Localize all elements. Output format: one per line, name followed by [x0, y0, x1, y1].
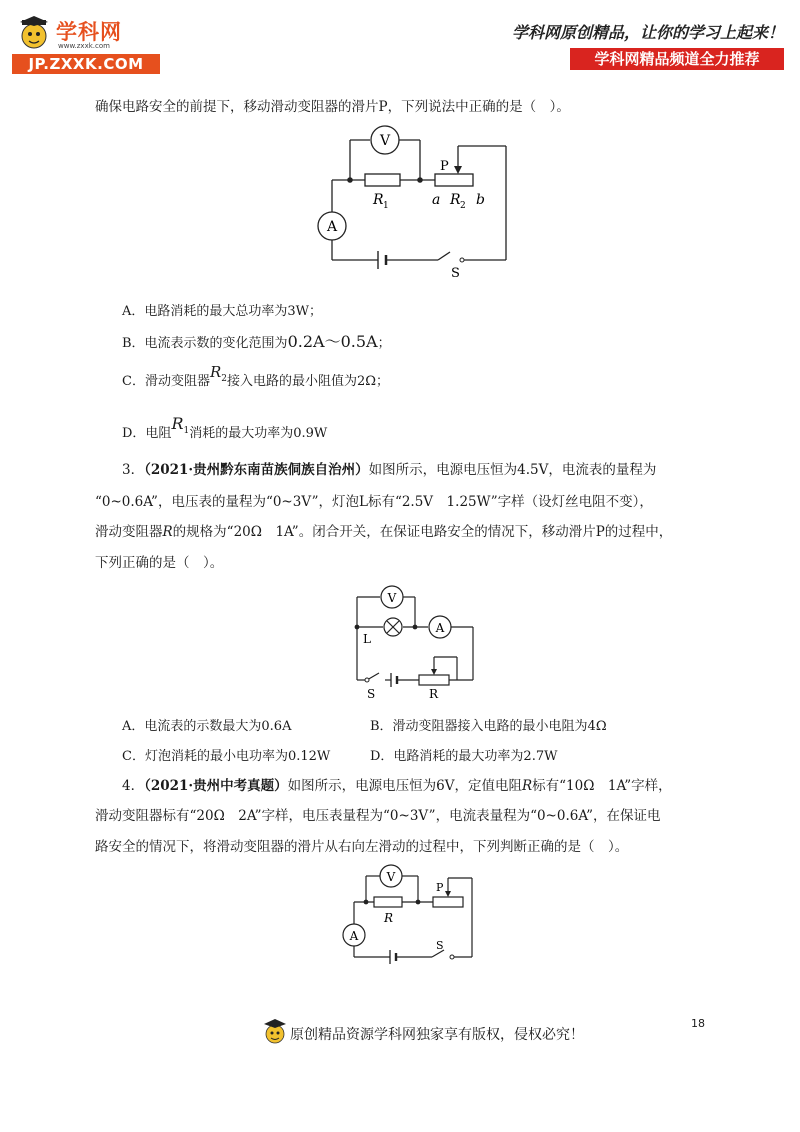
q3-line-4: 下列正确的是（ ）。 — [95, 555, 224, 571]
q4-ammeter-label: A — [349, 929, 359, 943]
q4-source: （2021·贵州中考真题） — [144, 778, 288, 794]
q4-line-1 — [122, 776, 672, 796]
q2-option-c-math: R — [209, 363, 222, 381]
q3-line-3-r: R — [162, 524, 173, 540]
q2-option-d — [122, 414, 328, 445]
q2-option-d-sub: 1 — [183, 426, 190, 436]
q3-line-1 — [122, 460, 656, 480]
q2-option-c — [122, 363, 390, 393]
q3-line-2: “0~0.6A”，电压表的量程为“0~3V”，灯泡L标有“2.5V 1.25W”字样（设灯丝电阻不变）， — [95, 494, 653, 510]
q2-circuit-diagram — [310, 120, 530, 280]
q2-r1-sub: 1 — [383, 201, 389, 211]
q2-option-a: A．电路消耗的最大总功率为3W； — [122, 304, 323, 319]
q4-line-1-pre: 如图所示，电源电压恒为6V，定值电阻 — [287, 778, 522, 794]
q3-source: （2021·贵州黔东南苗族侗族自治州） — [144, 462, 369, 478]
q2-option-c-pre: C．滑动变阻器 — [122, 374, 210, 389]
q2-r2-label: R — [450, 192, 461, 208]
q2-stem: 确保电路安全的前提下，移动滑动变阻器的滑片P，下列说法中正确的是（ ）。 — [95, 99, 570, 115]
q3-r-label: R — [429, 687, 439, 701]
q3-number: 3． — [122, 462, 145, 478]
q4-circuit-diagram — [340, 862, 485, 972]
q3-line-3 — [95, 522, 672, 542]
q2-option-b-post: ； — [377, 336, 391, 351]
q2-option-c-sub: 2 — [221, 374, 227, 384]
site-logo — [12, 14, 160, 76]
page-number: 18 — [691, 1017, 705, 1030]
q4-line-1-post: 标有“10Ω 1A”字样， — [532, 778, 672, 794]
q2-option-d-post: 消耗的最大功率为0.9W — [189, 426, 328, 441]
q2-r1-label: R — [373, 192, 384, 208]
q4-r-label: R — [384, 911, 394, 925]
logo-small-url: www.zxxk.com — [58, 42, 110, 50]
q3-switch-label: S — [367, 687, 376, 701]
q3-option-a: A．电流表的示数最大为0.6A — [122, 719, 292, 734]
logo-url: JP.ZXXK.COM — [12, 54, 160, 74]
q3-line-3-post: 的规格为“20Ω 1A”。闭合开关，在保证电路安全的情况下，移动滑片P的过程中， — [172, 524, 673, 540]
q4-number: 4． — [122, 778, 145, 794]
q4-line-3: 路安全的情况下，将滑动变阻器的滑片从右向左滑动的过程中，下列判断正确的是（ ）。 — [95, 839, 629, 855]
q3-line-3-pre: 滑动变阻器 — [95, 524, 163, 540]
q2-ammeter-label: A — [326, 219, 338, 235]
mascot-icon — [12, 14, 56, 54]
q2-b-label: b — [476, 192, 485, 208]
q2-option-b-pre: B．电流表示数的变化范围为 — [122, 336, 288, 351]
q2-p-label: P — [440, 159, 449, 174]
q3-option-c: C．灯泡消耗的最小电功率为0.12W — [122, 749, 331, 764]
q2-option-d-pre: D．电阻 — [122, 426, 172, 441]
q2-option-b-math: 0.2A～0.5A — [287, 332, 378, 351]
q2-option-d-math: R — [171, 414, 184, 433]
q3-circuit-diagram — [345, 585, 485, 705]
q4-switch-label: S — [436, 939, 444, 952]
q3-lamp-label: L — [363, 632, 371, 646]
q2-voltmeter-label: V — [379, 133, 391, 149]
footer-mascot-icon — [262, 1018, 288, 1048]
q4-line-2: 滑动变阻器标有“20Ω 2A”字样，电压表量程为“0~3V”，电流表量程为“0~0.6A”，在保证电 — [95, 808, 661, 824]
logo-brand: 学科网 — [56, 20, 122, 44]
q4-p-label: P — [436, 881, 444, 894]
q3-option-b: B．滑动变阻器接入电路的最小电阻为4Ω — [370, 719, 607, 734]
q2-r2-sub: 2 — [460, 201, 466, 211]
q2-option-b — [122, 332, 391, 354]
q3-ammeter-label: A — [435, 621, 445, 635]
header-slogan: 学科网原创精品，让你的学习上起来！ — [511, 23, 784, 42]
channel-banner: 学科网精品频道全力推荐 — [570, 48, 784, 70]
q2-option-c-post: 接入电路的最小阻值为2Ω； — [226, 374, 390, 389]
q2-switch-label: S — [451, 266, 460, 280]
footer-copyright: 原创精品资源学科网独家享有版权，侵权必究！ — [290, 1027, 584, 1043]
q2-a-label: a — [432, 192, 441, 208]
q3-voltmeter-label: V — [387, 591, 397, 605]
q3-option-d: D．电路消耗的最大功率为2.7W — [370, 749, 558, 764]
q3-line-1-rest: 如图所示，电源电压恒为4.5V，电流表的量程为 — [368, 462, 657, 478]
q4-line-1-r: R — [521, 778, 533, 794]
q4-voltmeter-label: V — [386, 870, 396, 884]
